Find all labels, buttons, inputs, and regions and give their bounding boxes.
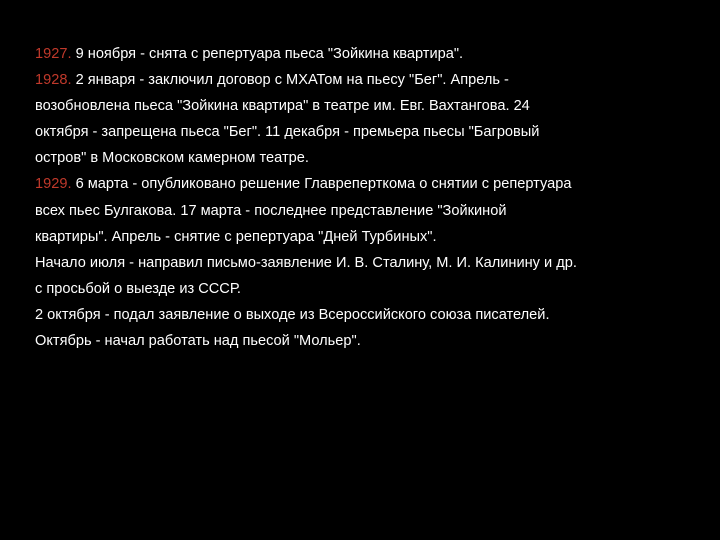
text-line bbox=[35, 145, 675, 171]
text-line bbox=[35, 119, 675, 145]
text-line bbox=[35, 67, 675, 93]
text-line bbox=[35, 171, 675, 197]
line-text: 6 марта - опубликовано решение Главреперткома о снятии с репертуара bbox=[71, 176, 572, 193]
line-text: всех пьес Булгакова. 17 марта - последнее представление "Зойкиной bbox=[35, 202, 507, 219]
text-line bbox=[35, 93, 675, 119]
line-text: Начало июля - направил письмо-заявление И. В. Сталину, М. И. Калинину и др. bbox=[35, 254, 577, 271]
line-text: Октябрь - начал работать над пьесой "Мольер". bbox=[35, 333, 361, 350]
text-line bbox=[35, 276, 675, 302]
text-line bbox=[35, 328, 675, 354]
chronology-text bbox=[35, 41, 675, 354]
line-text: с просьбой о выезде из СССР. bbox=[35, 280, 241, 297]
text-line bbox=[35, 41, 675, 67]
year-label: 1929. bbox=[35, 176, 72, 193]
line-text: 2 октября - подал заявление о выходе из Всероссийского союза писателей. bbox=[35, 306, 550, 323]
line-text: 9 ноября - снята с репертуара пьеса "Зойкина квартира". bbox=[71, 46, 464, 62]
line-text: квартиры". Апрель - снятие с репертуара "Дней Турбиных". bbox=[35, 228, 437, 245]
year-label: 1928. bbox=[35, 72, 72, 89]
text-line bbox=[35, 302, 675, 328]
year-label: 1927. bbox=[35, 46, 72, 62]
line-text: октября - запрещена пьеса "Бег". 11 декабря - премьера пьесы "Багровый bbox=[35, 124, 540, 141]
line-text: остров" в Московском камерном театре. bbox=[35, 150, 309, 167]
line-text: 2 января - заключил договор с МХАТом на пьесу "Бег". Апрель - bbox=[71, 72, 509, 89]
line-text: возобновлена пьеса "Зойкина квартира" в театре им. Евг. Вахтангова. 24 bbox=[35, 98, 530, 115]
text-line bbox=[35, 198, 675, 224]
text-line bbox=[35, 224, 675, 250]
text-line bbox=[35, 250, 675, 276]
